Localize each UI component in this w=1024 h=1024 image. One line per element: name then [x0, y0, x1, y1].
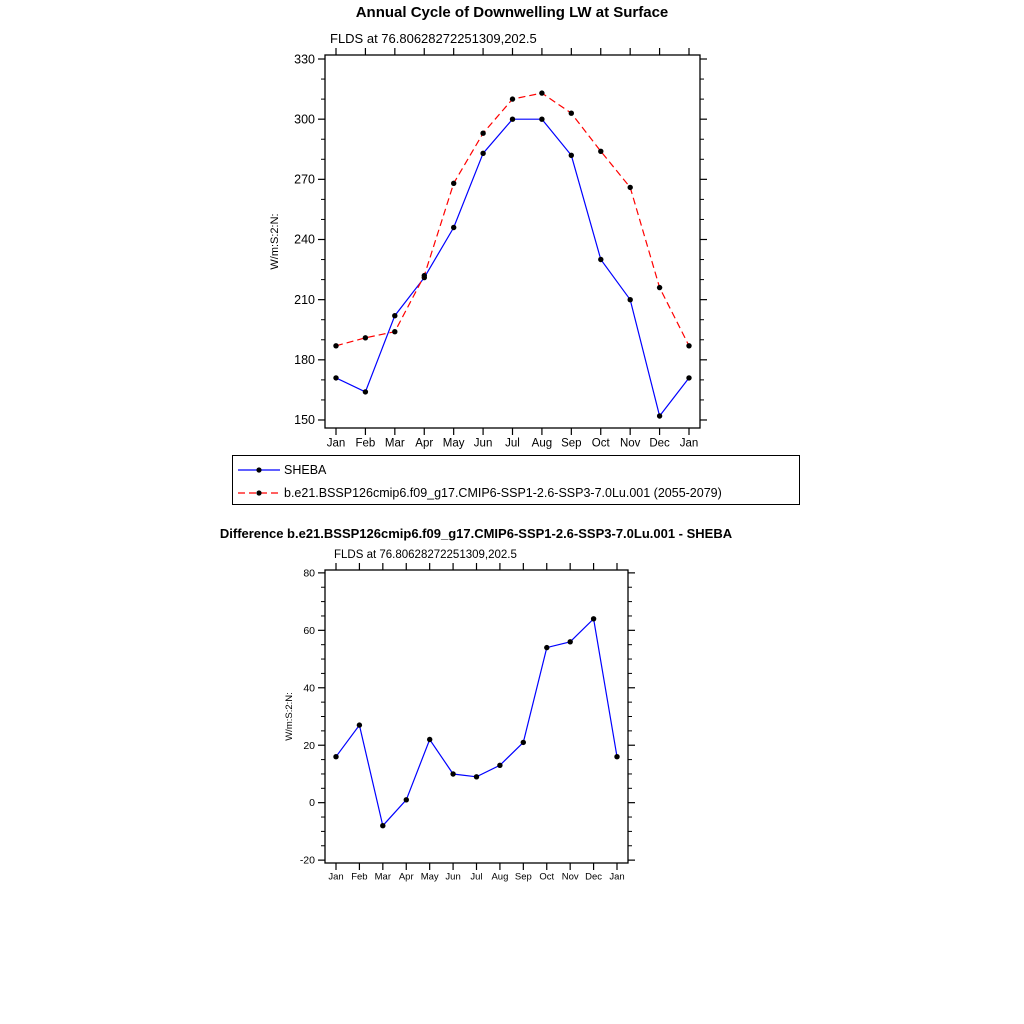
- y-tick-label: 150: [294, 413, 315, 428]
- y-tick-label: 210: [294, 292, 315, 307]
- y-tick-label: 330: [294, 52, 315, 67]
- difference-chart: [284, 563, 635, 883]
- x-tick-label: May: [442, 437, 465, 450]
- y-tick-label: 20: [303, 739, 315, 752]
- data-point-marker: [497, 763, 502, 768]
- data-point-marker: [450, 771, 455, 776]
- top-chart-title: Annual Cycle of Downwelling LW at Surface: [355, 4, 669, 21]
- legend-line-sample-sheba: [237, 464, 281, 476]
- data-point-marker: [510, 117, 515, 122]
- data-point-marker: [357, 722, 362, 727]
- series-line: [336, 119, 689, 416]
- x-tick-label: Feb: [351, 871, 368, 883]
- x-tick-label: Mar: [374, 871, 392, 883]
- x-tick-label: Jun: [445, 871, 461, 883]
- y-tick-label: 240: [294, 232, 315, 247]
- top-chart-subtitle: FLDS at 76.80628272251309,202.5: [330, 31, 537, 46]
- data-point-marker: [614, 754, 619, 759]
- x-tick-label: Feb: [355, 437, 376, 450]
- legend-marker-model: [256, 490, 261, 495]
- x-tick-label: May: [420, 871, 439, 883]
- data-point-marker: [480, 131, 485, 136]
- x-tick-label: Aug: [491, 871, 509, 883]
- plot-border: [325, 55, 700, 428]
- legend-marker-sheba: [256, 467, 261, 472]
- legend-item-sheba: [237, 460, 326, 480]
- data-point-marker: [598, 149, 603, 154]
- data-point-marker: [521, 740, 526, 745]
- x-tick-label: Nov: [619, 437, 641, 450]
- data-point-marker: [591, 616, 596, 621]
- x-tick-label: Dec: [649, 437, 670, 450]
- data-point-marker: [363, 389, 368, 394]
- data-point-marker: [380, 823, 385, 828]
- x-tick-label: Apr: [398, 871, 414, 883]
- data-point-marker: [657, 285, 662, 290]
- data-point-marker: [333, 754, 338, 759]
- y-tick-label: 40: [303, 682, 315, 695]
- data-point-marker: [686, 343, 691, 348]
- diff-chart-title: Difference b.e21.BSSP126cmip6.f09_g17.CMIP6-SSP1-2.6-SSP3-7.0Lu.001 - SHEBA: [219, 526, 733, 541]
- y-tick-label: 300: [294, 112, 315, 127]
- x-tick-label: Jun: [473, 437, 493, 450]
- data-point-marker: [539, 117, 544, 122]
- data-point-marker: [628, 185, 633, 190]
- data-point-marker: [427, 737, 432, 742]
- legend-line-sample-model: [237, 487, 281, 499]
- x-tick-label: Oct: [591, 437, 610, 450]
- x-tick-label: Jan: [328, 871, 344, 883]
- x-tick-label: Sep: [561, 437, 582, 450]
- data-point-marker: [333, 375, 338, 380]
- data-point-marker: [544, 645, 549, 650]
- x-tick-label: Jul: [505, 437, 520, 450]
- data-point-marker: [392, 329, 397, 334]
- data-point-marker: [569, 111, 574, 116]
- data-point-marker: [686, 375, 691, 380]
- y-tick-label: 270: [294, 172, 315, 187]
- series-line: [336, 93, 689, 346]
- data-point-marker: [474, 774, 479, 779]
- y-tick-label: 0: [309, 797, 315, 810]
- data-point-marker: [392, 313, 397, 318]
- x-tick-label: Sep: [514, 871, 532, 883]
- x-tick-label: Jul: [470, 871, 483, 883]
- data-point-marker: [569, 153, 574, 158]
- x-tick-label: Jan: [609, 871, 625, 883]
- diff-chart-subtitle: FLDS at 76.80628272251309,202.5: [334, 549, 517, 561]
- x-tick-label: Apr: [415, 437, 434, 450]
- data-point-marker: [568, 639, 573, 644]
- data-point-marker: [598, 257, 603, 262]
- plot-border: [325, 570, 628, 863]
- data-point-marker: [480, 151, 485, 156]
- data-point-marker: [451, 181, 456, 186]
- y-axis-label: W/m:S:2:N:: [269, 213, 281, 270]
- y-axis-label: W/m:S:2:N:: [284, 692, 295, 741]
- y-tick-label: 80: [303, 567, 315, 580]
- data-point-marker: [510, 96, 515, 101]
- data-point-marker: [404, 797, 409, 802]
- x-tick-label: Nov: [561, 871, 579, 883]
- data-point-marker: [363, 335, 368, 340]
- y-tick-label: -20: [299, 854, 315, 867]
- data-point-marker: [657, 413, 662, 418]
- data-point-marker: [422, 273, 427, 278]
- data-point-marker: [628, 297, 633, 302]
- x-tick-label: Mar: [384, 437, 405, 450]
- legend: [232, 455, 800, 505]
- x-tick-label: Jan: [326, 437, 346, 450]
- series-line: [336, 619, 617, 826]
- x-tick-label: Dec: [585, 871, 603, 883]
- x-tick-label: Oct: [539, 871, 555, 883]
- y-tick-label: 180: [294, 353, 315, 368]
- legend-label-sheba: SHEBA: [284, 463, 327, 477]
- x-tick-label: Aug: [531, 437, 553, 450]
- data-point-marker: [451, 225, 456, 230]
- data-point-marker: [333, 343, 338, 348]
- legend-label-model: b.e21.BSSP126cmip6.f09_g17.CMIP6-SSP1-2.6-SSP3-7.0Lu.001 (2055-2079): [284, 486, 722, 500]
- annual-cycle-chart: [269, 48, 707, 450]
- y-tick-label: 60: [303, 624, 315, 637]
- data-point-marker: [539, 90, 544, 95]
- x-tick-label: Jan: [679, 437, 699, 450]
- legend-item-model: [237, 483, 722, 503]
